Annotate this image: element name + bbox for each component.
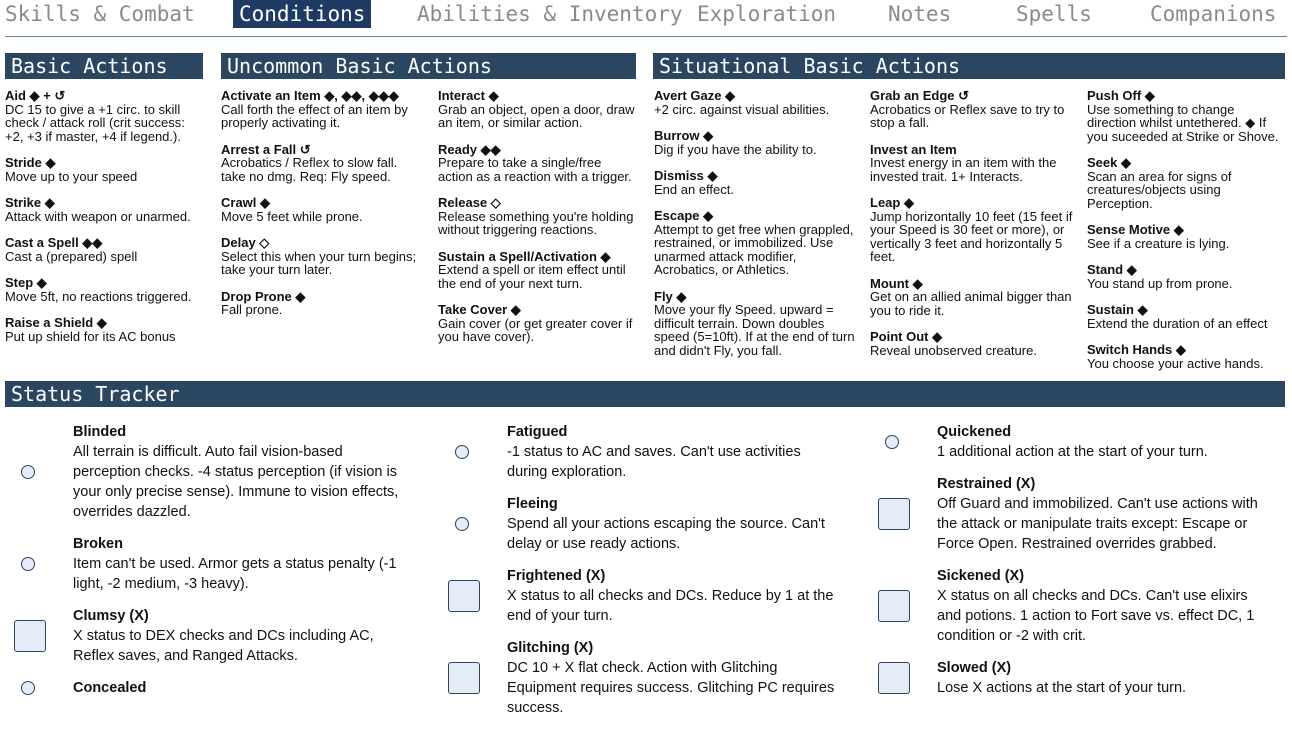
action-description: Attempt to get free when grappled, restrained, or immobilized. Use unarmed attack modifier, Acrobatics, or Athletics. xyxy=(654,221,854,277)
action-description: Acrobatics / Reflex to slow fall. take no dmg. Req: Fly speed. xyxy=(221,155,398,184)
action-activate-an-item xyxy=(221,89,424,130)
status-description: X status on all checks and DCs. Can't use elixirs and potions. 1 action to Fort save vs. effect DC, 1 condition or -2 with crit. xyxy=(937,588,1255,644)
status-name: Glitching (X) xyxy=(507,640,594,656)
action-raise-a-shield xyxy=(5,316,205,343)
action-description: Put up shield for its AC bonus xyxy=(5,328,176,344)
action-switch-hands xyxy=(1087,343,1285,370)
action-name: Switch Hands ◆ xyxy=(1087,342,1186,357)
action-name: Leap ◆ xyxy=(870,195,914,210)
action-description: Move 5 feet while prone. xyxy=(221,208,363,224)
action-description: You stand up from prone. xyxy=(1087,275,1233,291)
tab-spells[interactable]: Spells xyxy=(1016,2,1092,26)
action-ready xyxy=(438,143,636,184)
status-toggle-radio[interactable] xyxy=(455,445,469,459)
action-description: Release something you're holding without triggering reactions. xyxy=(438,208,634,237)
tab-exploration[interactable]: Exploration xyxy=(697,2,837,26)
action-take-cover xyxy=(438,303,636,344)
action-crawl xyxy=(221,196,424,223)
action-name: Stand ◆ xyxy=(1087,262,1137,277)
action-seek xyxy=(1087,156,1285,210)
action-description: Select this when your turn begins; take your turn later. xyxy=(221,248,417,277)
action-name: Avert Gaze ◆ xyxy=(654,88,736,103)
action-name: Strike ◆ xyxy=(5,195,55,210)
action-name: Ready ◆◆ xyxy=(438,141,501,157)
status-value-box[interactable] xyxy=(878,590,910,622)
status-toggle-radio[interactable] xyxy=(21,681,35,695)
status-name: Broken xyxy=(73,536,123,552)
action-name: Delay ◇ xyxy=(221,235,270,250)
action-delay xyxy=(221,236,424,277)
action-description: Jump horizontally 10 feet (15 feet if your Speed is 30 feet or more), or vertically 3 feet and horizontally 5 feet. xyxy=(870,208,1073,264)
action-stand xyxy=(1087,263,1285,290)
tab-notes[interactable]: Notes xyxy=(888,2,952,26)
status-broken xyxy=(5,534,400,594)
action-name: Burrow ◆ xyxy=(654,128,714,143)
status-name: Blinded xyxy=(73,424,127,440)
action-fly xyxy=(654,290,857,358)
action-grab-an-edge xyxy=(870,89,1073,130)
action-step xyxy=(5,276,205,303)
action-name: Push Off ◆ xyxy=(1087,88,1155,103)
status-description: -1 status to AC and saves. Can't use activities during exploration. xyxy=(507,444,801,480)
action-name: Fly ◆ xyxy=(654,288,687,304)
action-description: Call forth the effect of an item by properly activating it. xyxy=(221,101,408,130)
action-avert-gaze xyxy=(654,89,857,116)
section-header-uncommon-actions: Uncommon Basic Actions xyxy=(221,53,636,79)
action-name: Drop Prone ◆ xyxy=(221,288,306,304)
action-push-off xyxy=(1087,89,1285,143)
action-sustain-a-spell-activation xyxy=(438,250,636,291)
action-name: Step ◆ xyxy=(5,275,47,290)
action-description: Use something to change direction whilst untethered. ◆ If you suceeded at Strike or Shove. xyxy=(1087,101,1279,144)
action-description: Attack with weapon or unarmed. xyxy=(5,208,191,224)
status-slowed-x xyxy=(869,658,1269,698)
status-frightened-x xyxy=(439,566,839,626)
action-description: Invest energy in an item with the invested trait. 1+ Interacts. xyxy=(870,155,1057,184)
status-name: Fleeing xyxy=(507,496,558,512)
status-glitching-x xyxy=(439,638,839,718)
action-name: Sustain a Spell/Activation ◆ xyxy=(438,248,611,264)
action-description: Acrobatics or Reflex save to try to stop a fall. xyxy=(870,101,1065,130)
action-description: Move 5ft, no reactions triggered. xyxy=(5,288,192,304)
status-list-1 xyxy=(5,422,400,710)
status-toggle-radio[interactable] xyxy=(21,465,35,479)
action-sense-motive xyxy=(1087,223,1285,250)
status-description: All terrain is difficult. Auto fail vision-based perception checks. -4 status perception (if vision is your only precise sense). Immune to vision effects, overrides dazzled. xyxy=(73,444,399,520)
action-name: Crawl ◆ xyxy=(221,195,271,210)
status-quickened xyxy=(869,422,1269,462)
action-description: Get on an allied animal bigger than you to ride it. xyxy=(870,289,1072,318)
action-escape xyxy=(654,209,857,277)
status-description: Spend all your actions escaping the source. Can't delay or use ready actions. xyxy=(507,516,825,552)
status-name: Fatigued xyxy=(507,424,568,440)
status-concealed xyxy=(5,678,400,698)
action-name: Grab an Edge ↺ xyxy=(870,88,970,103)
action-description: See if a creature is lying. xyxy=(1087,235,1230,251)
action-name: Dismiss ◆ xyxy=(654,168,718,183)
basic-actions-list xyxy=(5,89,205,356)
action-name: Point Out ◆ xyxy=(870,329,943,344)
action-burrow xyxy=(654,129,857,156)
status-name: Restrained (X) xyxy=(937,476,1036,492)
status-description: Off Guard and immobilized. Can't use actions with the attack or manipulate traits except: Escape or Force Open. Restrained overrides grabbed. xyxy=(937,496,1258,552)
action-name: Seek ◆ xyxy=(1087,155,1131,170)
action-name: Arrest a Fall ↺ xyxy=(221,141,311,157)
status-value-box[interactable] xyxy=(878,662,910,694)
uncommon-actions-list-1 xyxy=(221,89,424,330)
status-name: Sickened (X) xyxy=(937,568,1025,584)
section-header-status-tracker: Status Tracker xyxy=(5,381,1285,407)
action-cast-a-spell xyxy=(5,236,205,263)
status-toggle-radio[interactable] xyxy=(455,517,469,531)
action-name: Aid ◆ + ↺ xyxy=(5,88,66,103)
action-name: Stride ◆ xyxy=(5,155,56,170)
section-header-situational-actions: Situational Basic Actions xyxy=(653,53,1285,79)
action-description: Cast a (prepared) spell xyxy=(5,248,138,264)
status-list-2 xyxy=(439,422,839,730)
status-sickened-x xyxy=(869,566,1269,646)
situational-actions-list-3 xyxy=(1087,89,1285,383)
status-value-box[interactable] xyxy=(448,662,480,694)
action-name: Escape ◆ xyxy=(654,208,714,223)
status-description: DC 10 + X flat check. Action with Glitching Equipment requires success. Glitching PC requires success. xyxy=(507,660,835,716)
action-description: Move your fly Speed. upward = difficult terrain. Down doubles speed (5=10ft). If at the end of turn and didn't Fly, you fall. xyxy=(654,302,855,358)
status-list-3 xyxy=(869,422,1269,710)
action-name: Mount ◆ xyxy=(870,275,923,291)
action-description: Grab an object, open a door, draw an item, or similar action. xyxy=(438,101,635,130)
action-description: You choose your active hands. xyxy=(1087,355,1264,371)
action-name: Activate an Item ◆, ◆◆, ◆◆◆ xyxy=(221,88,399,103)
status-clumsy-x xyxy=(5,606,400,666)
action-description: Reveal unobserved creature. xyxy=(870,342,1037,358)
status-toggle-radio[interactable] xyxy=(885,435,899,449)
action-name: Interact ◆ xyxy=(438,88,499,103)
action-description: Extend the duration of an effect xyxy=(1087,315,1268,331)
action-description: Move up to your speed xyxy=(5,168,138,184)
status-description: Lose X actions at the start of your turn. xyxy=(937,680,1187,696)
status-blinded xyxy=(5,422,400,522)
action-mount xyxy=(870,277,1073,318)
action-release xyxy=(438,196,636,237)
action-name: Invest an Item xyxy=(870,141,957,157)
action-description: Extend a spell or item effect until the end of your next turn. xyxy=(438,262,626,291)
status-description: Item can't be used. Armor gets a status penalty (-1 light, -2 medium, -3 heavy). xyxy=(73,556,397,592)
status-fleeing xyxy=(439,494,839,554)
action-name: Release ◇ xyxy=(438,195,501,210)
action-description: +2 circ. against visual abilities. xyxy=(654,101,830,117)
action-description: Scan an area for signs of creatures/objects using Perception. xyxy=(1087,168,1232,211)
status-value-box[interactable] xyxy=(448,580,480,612)
action-description: DC 15 to give a +1 circ. to skill check / attack roll (crit success: +2, +3 if master, +4 if legend.). xyxy=(5,101,185,144)
tab-bar xyxy=(0,0,1292,30)
action-dismiss xyxy=(654,169,857,196)
action-strike xyxy=(5,196,205,223)
status-name: Concealed xyxy=(73,680,147,696)
tab-skills-combat[interactable]: Skills & Combat xyxy=(5,2,195,26)
action-arrest-a-fall xyxy=(221,143,424,184)
tab-conditions[interactable]: Conditions xyxy=(233,0,371,28)
action-name: Take Cover ◆ xyxy=(438,302,521,317)
status-description: 1 additional action at the start of your turn. xyxy=(937,444,1208,460)
status-name: Slowed (X) xyxy=(937,660,1012,676)
action-description: Gain cover (or get greater cover if you have cover). xyxy=(438,315,633,344)
status-name: Frightened (X) xyxy=(507,568,606,584)
status-description: X status to all checks and DCs. Reduce by 1 at the end of your turn. xyxy=(507,588,834,624)
situational-actions-list-2 xyxy=(870,89,1073,370)
action-point-out xyxy=(870,330,1073,357)
tab-companions[interactable]: Companions xyxy=(1150,2,1277,26)
action-stride xyxy=(5,156,205,183)
section-header-basic-actions: Basic Actions xyxy=(5,53,203,79)
action-sustain xyxy=(1087,303,1285,330)
status-toggle-radio[interactable] xyxy=(21,557,35,571)
tab-abilities-inventory[interactable]: Abilities & Inventory xyxy=(417,2,683,26)
action-description: End an effect. xyxy=(654,181,734,197)
status-restrained-x xyxy=(869,474,1269,554)
action-leap xyxy=(870,196,1073,264)
action-description: Fall prone. xyxy=(221,302,283,317)
action-drop-prone xyxy=(221,290,424,317)
action-name: Cast a Spell ◆◆ xyxy=(5,235,103,250)
action-description: Prepare to take a single/free action as a reaction with a trigger. xyxy=(438,155,632,184)
status-name: Clumsy (X) xyxy=(73,608,149,624)
action-invest-an-item xyxy=(870,143,1073,184)
action-interact xyxy=(438,89,636,130)
status-value-box[interactable] xyxy=(14,620,46,652)
situational-actions-list-1 xyxy=(654,89,857,370)
action-name: Sense Motive ◆ xyxy=(1087,222,1184,237)
tab-divider xyxy=(5,36,1287,37)
action-aid xyxy=(5,89,205,143)
status-description: X status to DEX checks and DCs including AC, Reflex saves, and Ranged Attacks. xyxy=(73,628,374,664)
uncommon-actions-list-2 xyxy=(438,89,636,357)
status-value-box[interactable] xyxy=(878,498,910,530)
action-name: Sustain ◆ xyxy=(1087,302,1148,317)
action-name: Raise a Shield ◆ xyxy=(5,315,107,330)
action-description: Dig if you have the ability to. xyxy=(654,141,817,157)
status-fatigued xyxy=(439,422,839,482)
status-name: Quickened xyxy=(937,424,1012,440)
